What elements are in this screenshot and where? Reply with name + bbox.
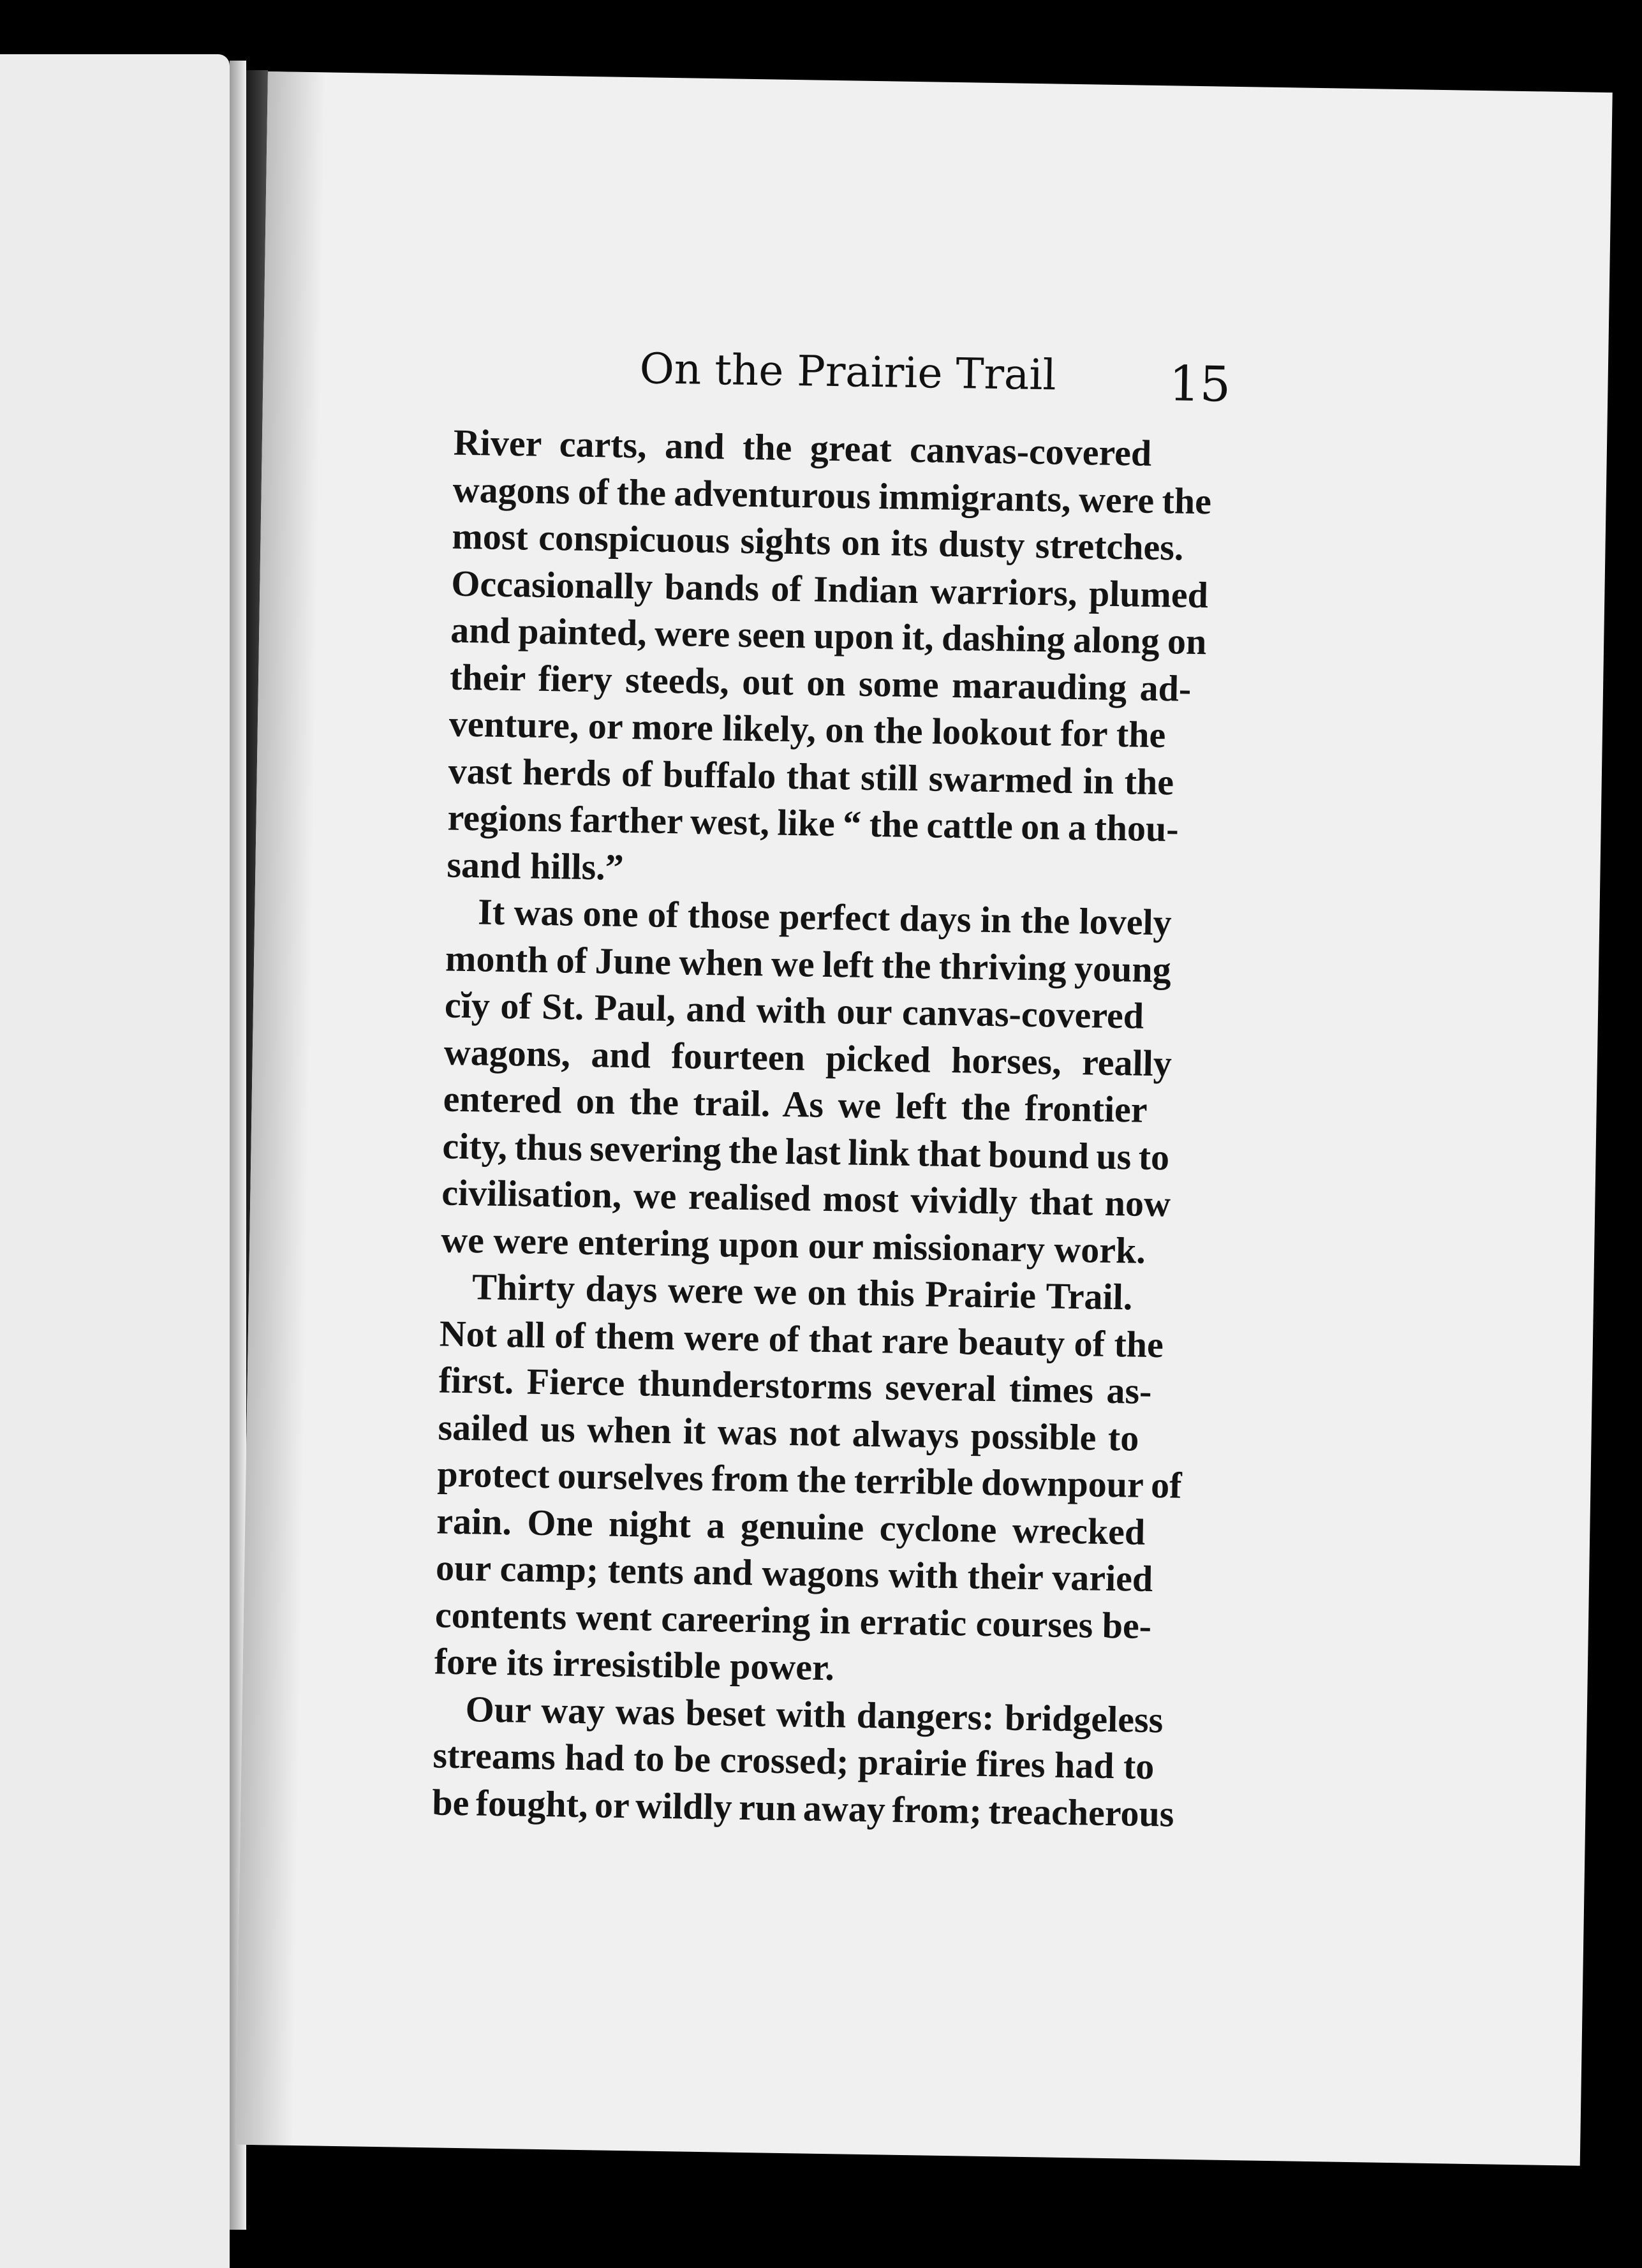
text-line: Not all of them were of that rare beauty of the [439, 1312, 1164, 1365]
text-line: and painted, were seen upon it, dashing along on [450, 609, 1207, 663]
text-line: our camp; tents and wagons with their varied [435, 1546, 1153, 1600]
page-number: 15 [1168, 355, 1231, 413]
text-line: cĭy of St. Paul, and with our canvas-covered [444, 984, 1144, 1037]
text-line: Our way was beset with dangers: bridgeless [465, 1687, 1164, 1740]
text-line: contents went careering in erratic courses be- [434, 1593, 1152, 1647]
text-line: sand hills.” [447, 843, 625, 888]
text-line: protect ourselves from the terrible downpour of [436, 1453, 1183, 1506]
text-line: River carts, and the great canvas-covered [453, 421, 1152, 474]
text-line: vast herds of buffalo that still swarmed in the [448, 750, 1174, 803]
text-line: be fought, or wildly run away from; treacherous [431, 1781, 1174, 1835]
page-header [639, 344, 1534, 428]
text-line: rain. One night a genuine cyclone wrecked [436, 1499, 1146, 1553]
text-line: fore its irresistible power. [434, 1640, 835, 1689]
text-line: city, thus severing the last link that bound us to [442, 1125, 1170, 1178]
text-line: venture, or more likely, on the lookout for the [448, 702, 1166, 756]
text-line: sailed us when it was not always possible to [438, 1405, 1139, 1459]
text-line: entered on the trail. As we left the frontier [443, 1078, 1148, 1130]
text-line: most conspicuous sights on its dusty stretches. [452, 515, 1184, 568]
text-line: streams had to be crossed; prairie fires had to [433, 1734, 1155, 1788]
text-line: It was one of those perfect days in the lovely [477, 891, 1172, 944]
text-line: their fiery steeds, out on some marauding ad- [449, 656, 1192, 709]
running-title: On the Prairie Trail [639, 344, 1057, 400]
text-line: we were entering upon our missionary work. [440, 1218, 1146, 1271]
text-line: first. Fierce thunderstorms several times as- [438, 1359, 1152, 1412]
text-line: wagons of the adventurous immigrants, were the [452, 468, 1212, 522]
text-line: wagons, and fourteen picked horses, really [443, 1031, 1172, 1084]
text-line: month of June when we left the thriving young [445, 937, 1172, 990]
text-line: regions farther west, like “ the cattle on a thou- [447, 796, 1180, 850]
text-line: Thirty days were we on this Prairie Trail. [471, 1266, 1133, 1318]
facing-page [0, 54, 230, 2268]
body-text [432, 419, 1283, 1839]
book-page [235, 71, 1613, 2166]
text-line: Occasionally bands of Indian warriors, plumed [450, 562, 1209, 616]
text-line: civilisation, we realised most vividly that now [441, 1171, 1171, 1225]
